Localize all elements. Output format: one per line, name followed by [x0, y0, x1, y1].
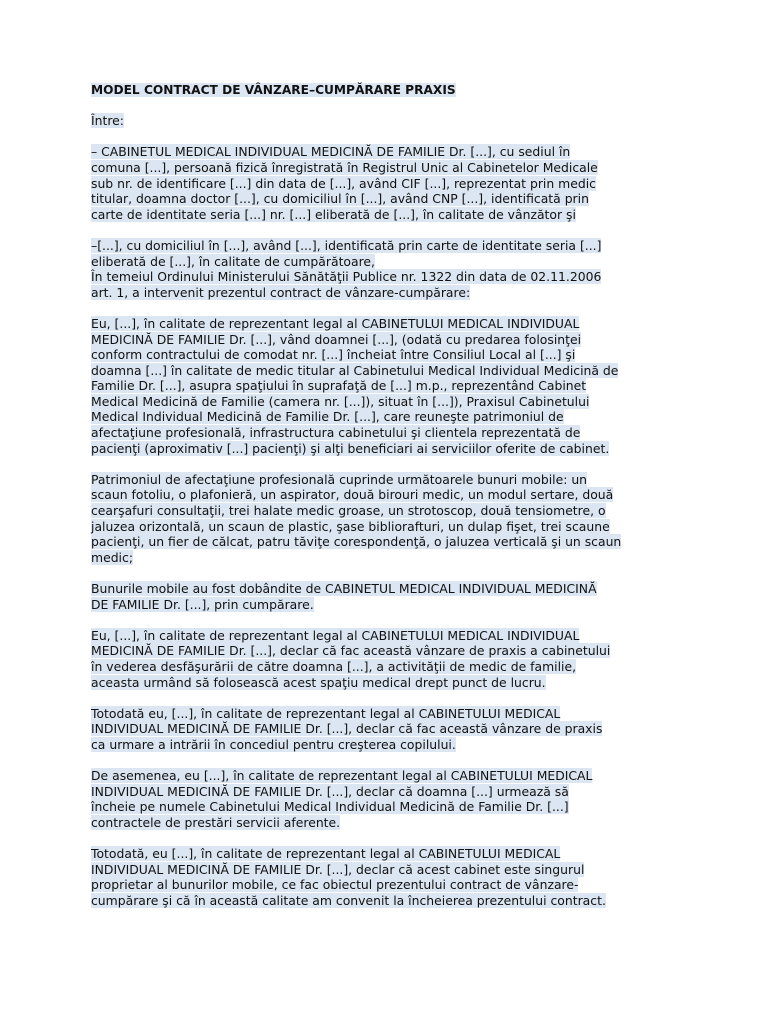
between-text: Între:	[91, 113, 124, 129]
paragraph-line	[91, 378, 678, 394]
line-text: INDIVIDUAL MEDICINĂ DE FAMILIE Dr. [...], declar că fac această vânzare de praxis	[91, 721, 603, 737]
line-text: Familie Dr. [...], asupra spaţiului în suprafaţă de [...] m.p., reprezentând Cabinet	[91, 378, 587, 394]
line-text: Totodată, eu [...], în calitate de reprezentant legal al CABINETULUI MEDICAL	[91, 846, 561, 862]
spacer	[91, 753, 678, 769]
paragraph-line	[91, 285, 678, 301]
line-text: Medical Individual Medicină de Familie Dr. [...], care reuneşte patrimoniul de	[91, 409, 564, 425]
line-text: în vederea desfăşurării de către doamna [...], a activităţii de medic de familie,	[91, 658, 577, 674]
line-text: Medical Medicină de Familie (camera nr. [...]), situat în [...]), Praxisul Cabinetului	[91, 393, 590, 409]
line-text: Patrimoniul de afectaţiune profesională cuprinde următoarele bunuri mobile: un	[91, 471, 588, 487]
paragraph-line	[91, 347, 678, 363]
line-text: conform contractului de comodat nr. [...] încheiat între Consiliul Local al [...] şi	[91, 347, 576, 363]
line-text: Totodată eu, [...], în calitate de reprezentant legal al CABINETULUI MEDICAL	[91, 705, 561, 721]
line-text: jaluzea orizontală, un scaun de plastic, şase bibliorafturi, un dulap fişet, trei scaune	[91, 518, 610, 534]
line-text: proprietar al bunurilor mobile, ce fac obiectul prezentului contract de vânzare-	[91, 877, 579, 893]
paragraph-line	[91, 784, 678, 800]
paragraph-line	[91, 659, 678, 675]
line-text: aceasta urmând să folosească acest spaţiu medical drept punct de lucru.	[91, 674, 546, 690]
line-text: doamna [...] în calitate de medic titular al Cabinetului Medical Individual Medicină de	[91, 362, 619, 378]
line-text: cumpărare şi că în această calitate am convenit la încheierea prezentului contract.	[91, 892, 606, 908]
line-text: De asemenea, eu [...], în calitate de reprezentant legal al CABINETULUI MEDICAL	[91, 768, 593, 784]
paragraph-line	[91, 877, 678, 893]
paragraph-line	[91, 768, 678, 784]
line-text: afectaţiune profesională, infrastructura cabinetului şi clientela reprezentată de	[91, 425, 581, 441]
paragraph-line	[91, 394, 678, 410]
document-title	[91, 82, 678, 98]
paragraph-line	[91, 846, 678, 862]
line-text: MEDICINĂ DE FAMILIE Dr. [...], vând doamnei [...], (odată cu predarea folosinţei	[91, 331, 582, 347]
paragraph-line	[91, 581, 678, 597]
line-text: – CABINETUL MEDICAL INDIVIDUAL MEDICINĂ DE FAMILIE Dr. [...], cu sediul în	[91, 144, 571, 160]
spacer	[91, 690, 678, 706]
contract-paragraph	[91, 768, 678, 830]
paragraph-line	[91, 675, 678, 691]
contract-paragraph	[91, 846, 678, 908]
paragraph-line	[91, 191, 678, 207]
line-text: art. 1, a intervenit prezentul contract de vânzare-cumpărare:	[91, 284, 471, 300]
paragraph-line	[91, 409, 678, 425]
contract-paragraph	[91, 238, 678, 300]
paragraph-line	[91, 862, 678, 878]
line-text: MEDICINĂ DE FAMILIE Dr. [...], declar că fac această vânzare de praxis a cabinetului	[91, 643, 611, 659]
line-text: încheie pe numele Cabinetului Medical Individual Medicină de Familie Dr. [...]	[91, 799, 569, 815]
spacer	[91, 612, 678, 628]
line-text: titular, doamna doctor [...], cu domiciliul în [...], având CNP [...], identificată prin	[91, 191, 589, 207]
line-text: pacienţi (aproximativ [...] pacienţi) şi alţi beneficiari ai serviciilor oferite de cabinet.	[91, 440, 610, 456]
paragraph-line	[91, 893, 678, 909]
paragraph-line	[91, 332, 678, 348]
spacer	[91, 565, 678, 581]
line-text: medic;	[91, 549, 133, 565]
paragraph-line	[91, 815, 678, 831]
line-text: INDIVIDUAL MEDICINĂ DE FAMILIE Dr. [...], declar că acest cabinet este singurul	[91, 861, 585, 877]
paragraph-line	[91, 737, 678, 753]
line-text: În temeiul Ordinului Ministerului Sănătăţii Publice nr. 1322 din data de 02.11.2006	[91, 269, 602, 285]
line-text: Eu, [...], în calitate de reprezentant legal al CABINETULUI MEDICAL INDIVIDUAL	[91, 627, 580, 643]
line-text: INDIVIDUAL MEDICINĂ DE FAMILIE Dr. [...], declar că doamna [...] urmează să	[91, 783, 569, 799]
paragraph-line	[91, 721, 678, 737]
paragraph-line	[91, 628, 678, 644]
paragraph-line	[91, 441, 678, 457]
line-text: eliberată de [...], în calitate de cumpărătoare,	[91, 253, 375, 269]
paragraph-line	[91, 144, 678, 160]
spacer	[91, 129, 678, 145]
paragraph-line	[91, 597, 678, 613]
contract-body	[91, 144, 678, 908]
paragraph-line	[91, 160, 678, 176]
paragraph-line	[91, 316, 678, 332]
paragraph-line	[91, 254, 678, 270]
line-text: carte de identitate seria [...] nr. [...] eliberată de [...], în calitate de vânzător şi	[91, 206, 576, 222]
contract-paragraph	[91, 144, 678, 222]
line-text: comuna [...], persoană fizică înregistrată în Registrul Unic al Cabinetelor Medicale	[91, 159, 598, 175]
paragraph-line	[91, 269, 678, 285]
contract-paragraph	[91, 472, 678, 566]
contract-paragraph	[91, 316, 678, 456]
contract-paragraph	[91, 628, 678, 690]
spacer	[91, 456, 678, 472]
paragraph-line	[91, 519, 678, 535]
paragraph-line	[91, 487, 678, 503]
line-text: ca urmare a intrării în concediul pentru creşterea copilului.	[91, 736, 456, 752]
paragraph-line	[91, 472, 678, 488]
paragraph-line	[91, 176, 678, 192]
spacer	[91, 222, 678, 238]
line-text: scaun fotoliu, o plafonieră, un aspirator, două birouri medic, un modul sertare, două	[91, 487, 614, 503]
paragraph-line	[91, 643, 678, 659]
line-text: pacienţi, un fier de călcat, patru tăviţe corespondenţă, o jaluzea verticală şi un scaun	[91, 534, 622, 550]
paragraph-line	[91, 503, 678, 519]
paragraph-line	[91, 706, 678, 722]
line-text: –[...], cu domiciliul în [...], având [...], identificată prin carte de identitate seria [...]	[91, 237, 602, 253]
title-text: MODEL CONTRACT DE VÂNZARE–CUMPĂRARE PRAXIS	[91, 83, 456, 97]
paragraph-line	[91, 238, 678, 254]
line-text: DE FAMILIE Dr. [...], prin cumpărare.	[91, 596, 314, 612]
paragraph-line	[91, 550, 678, 566]
paragraph-line	[91, 425, 678, 441]
line-text: cearşafuri consultaţii, trei halate medic groase, un strotoscop, două tensiometre, o	[91, 503, 606, 519]
line-text: Eu, [...], în calitate de reprezentant legal al CABINETULUI MEDICAL INDIVIDUAL	[91, 315, 580, 331]
paragraph-line	[91, 207, 678, 223]
paragraph-line	[91, 799, 678, 815]
line-text: Bunurile mobile au fost dobândite de CABINETUL MEDICAL INDIVIDUAL MEDICINĂ	[91, 581, 597, 596]
between-label	[91, 113, 678, 129]
spacer	[91, 831, 678, 847]
paragraph-line	[91, 534, 678, 550]
contract-paragraph	[91, 581, 678, 612]
line-text: contractele de prestări servicii aferente.	[91, 814, 341, 830]
contract-paragraph	[91, 706, 678, 753]
paragraph-line	[91, 363, 678, 379]
spacer	[91, 98, 678, 114]
line-text: sub nr. de identificare [...] din data de [...], având CIF [...], reprezentat prin medic	[91, 175, 596, 191]
spacer	[91, 300, 678, 316]
